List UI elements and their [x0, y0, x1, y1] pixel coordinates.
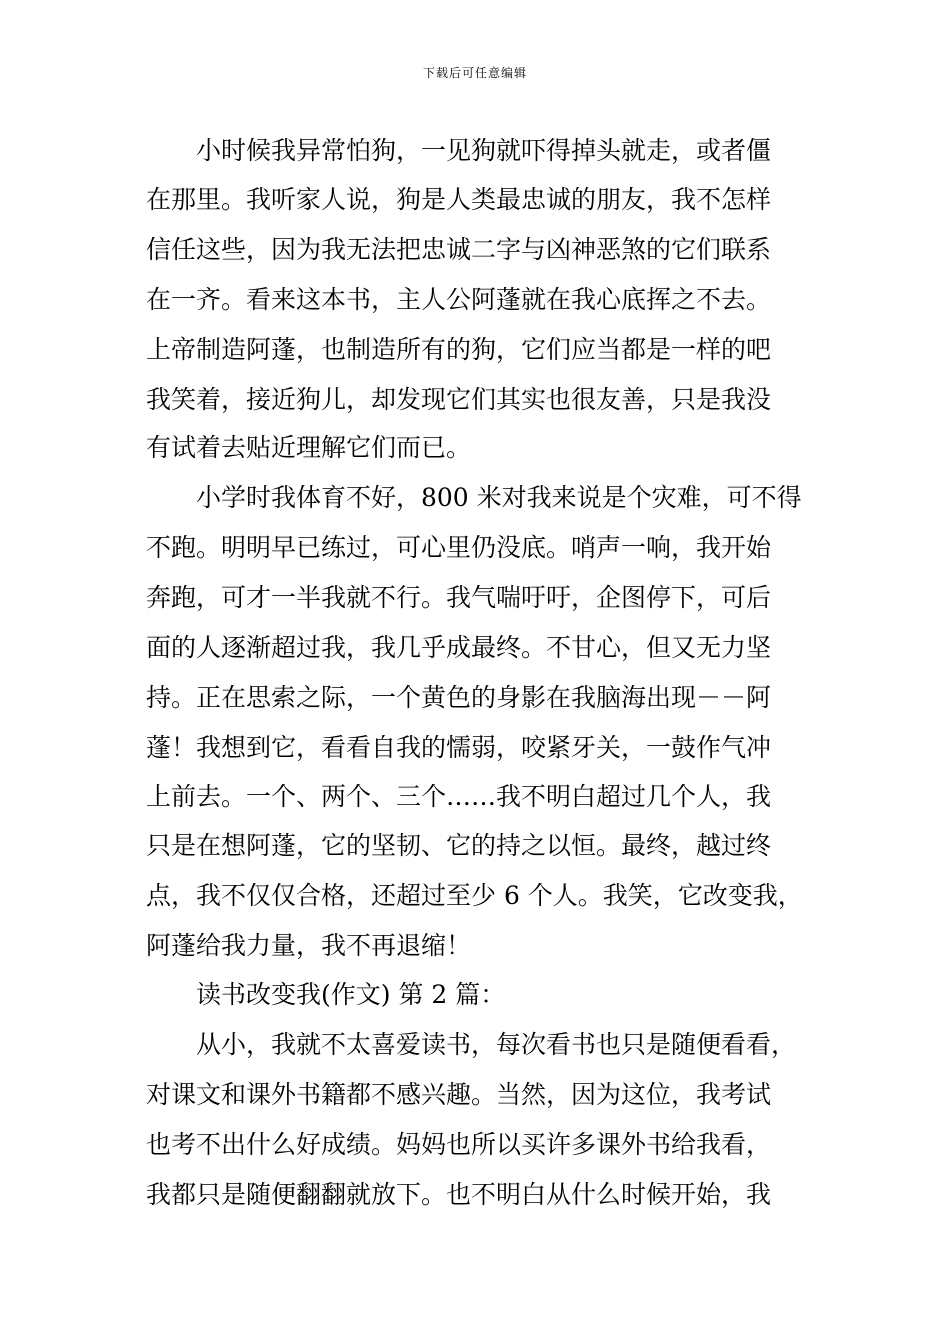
section-heading: 读书改变我(作文) 第 2 篇：: [196, 980, 506, 1009]
text-line: 也考不出什么好成绩。妈妈也所以买许多课外书给我看，: [146, 1130, 772, 1159]
text-line: 小学时我体育不好，800 米对我来说是个灾难，可不得: [196, 483, 802, 512]
text-line: 蓬！我想到它，看看自我的懦弱，咬紧牙关，一鼓作气冲: [146, 733, 772, 762]
text-line: 点，我不仅仅合格，还超过至少 6 个人。我笑，它改变我，: [146, 881, 803, 910]
text-line: 面的人逐渐超过我，我几乎成最终。不甘心，但又无力坚: [146, 633, 772, 662]
text-line: 奔跑，可才一半我就不行。我气喘吁吁，企图停下，可后: [146, 583, 772, 612]
text-line: 在一齐。看来这本书，主人公阿蓬就在我心底挥之不去。: [146, 285, 772, 314]
text-line: 不跑。明明早已练过，可心里仍没底。哨声一响，我开始: [146, 533, 772, 562]
text-line: 上帝制造阿蓬，也制造所有的狗，它们应当都是一样的吧: [146, 335, 772, 364]
text-line: 我都只是随便翻翻就放下。也不明白从什么时候开始，我: [146, 1180, 772, 1209]
text-line: 在那里。我听家人说，狗是人类最忠诚的朋友，我不怎样: [146, 185, 772, 214]
text-line: 信任这些，因为我无法把忠诚二字与凶神恶煞的它们联系: [146, 235, 772, 264]
text-line: 持。正在思索之际，一个黄色的身影在我脑海出现－－阿: [146, 683, 772, 712]
text-line: 有试着去贴近理解它们而已。: [146, 433, 472, 462]
text-line: 我笑着，接近狗儿，却发现它们其实也很友善，只是我没: [146, 385, 772, 414]
text-line: 对课文和课外书籍都不感兴趣。当然，因为这位，我考试: [146, 1080, 772, 1109]
text-line: 小时候我异常怕狗，一见狗就吓得掉头就走，或者僵: [196, 136, 772, 165]
text-line: 阿蓬给我力量，我不再退缩！: [146, 931, 472, 960]
page-header: 下载后可任意编辑: [422, 66, 527, 80]
text-line: 从小，我就不太喜爱读书，每次看书也只是随便看看，: [196, 1030, 797, 1059]
text-line: 上前去。一个、两个、三个……我不明白超过几个人，我: [146, 782, 772, 811]
text-line: 只是在想阿蓬，它的坚韧、它的持之以恒。最终，越过终: [146, 831, 772, 860]
